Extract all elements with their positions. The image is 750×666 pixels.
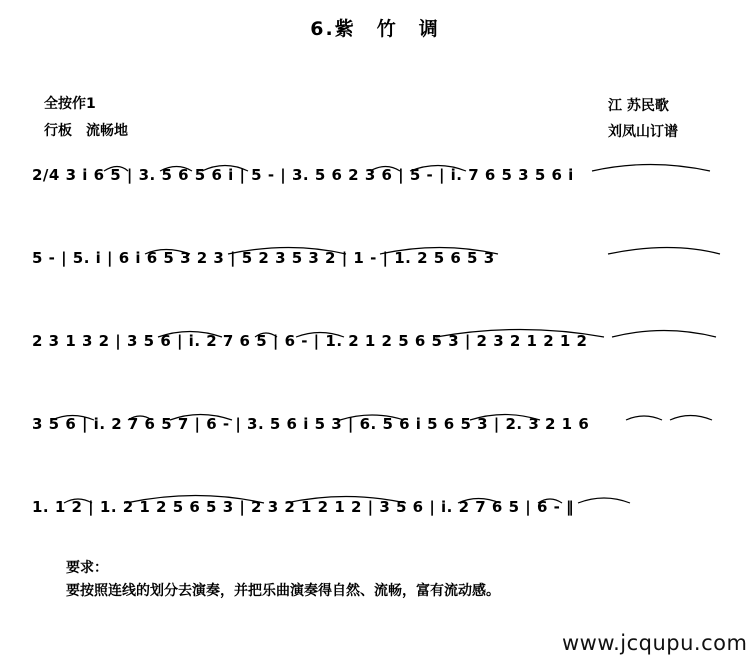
tempo-marking: 行板 流畅地	[44, 123, 128, 139]
score-line-3	[0, 326, 750, 374]
notation-line: 2/4 3 i 6 5 | 3. 5 6 5 6 i | 5 - | 3. 5 6 2 3 6 | 5 - | i. 7 6 5 3 5 6 i	[32, 166, 574, 184]
notation-line: 2 3 1 3 2 | 3 5 6 | i. 2 7 6 5 | 6 - | 1. 2 1 2 5 6 5 3 | 2 3 2 1 2 1 2	[32, 332, 588, 350]
song-origin: 江 苏民歌	[608, 98, 669, 114]
notation-line: 5 - | 5. i | 6 i 6 5 3 2 3 | 5 2 3 5 3 2 | 1 - | 1. 2 5 6 5 3	[32, 249, 495, 267]
score-line-4	[0, 409, 750, 457]
site-watermark: www.jcqupu.com	[562, 631, 748, 655]
notation-line: 1. 1 2 | 1. 2 1 2 5 6 5 3 | 2 3 2 1 2 1 2 | 3 5 6 | i. 2 7 6 5 | 6 - ‖	[32, 498, 575, 516]
requirements-text: 要按照连线的划分去演奏，并把乐曲演奏得自然、流畅，富有流动感。	[66, 583, 500, 599]
arranger-credit: 刘凤山订谱	[608, 124, 678, 140]
score-line-5	[0, 492, 750, 540]
score-title: 6.紫 竹 调	[310, 18, 440, 40]
requirements-label: 要求：	[66, 560, 108, 576]
notation-line: 3 5 6 | i. 2 7 6 5 7 | 6 - | 3. 5 6 i 5 3 | 6. 5 6 i 5 6 5 3 | 2. 3 2 1 6	[32, 415, 590, 433]
fingering-note: 全按作1	[44, 96, 96, 112]
score-line-1	[0, 160, 750, 208]
score-line-2	[0, 243, 750, 291]
